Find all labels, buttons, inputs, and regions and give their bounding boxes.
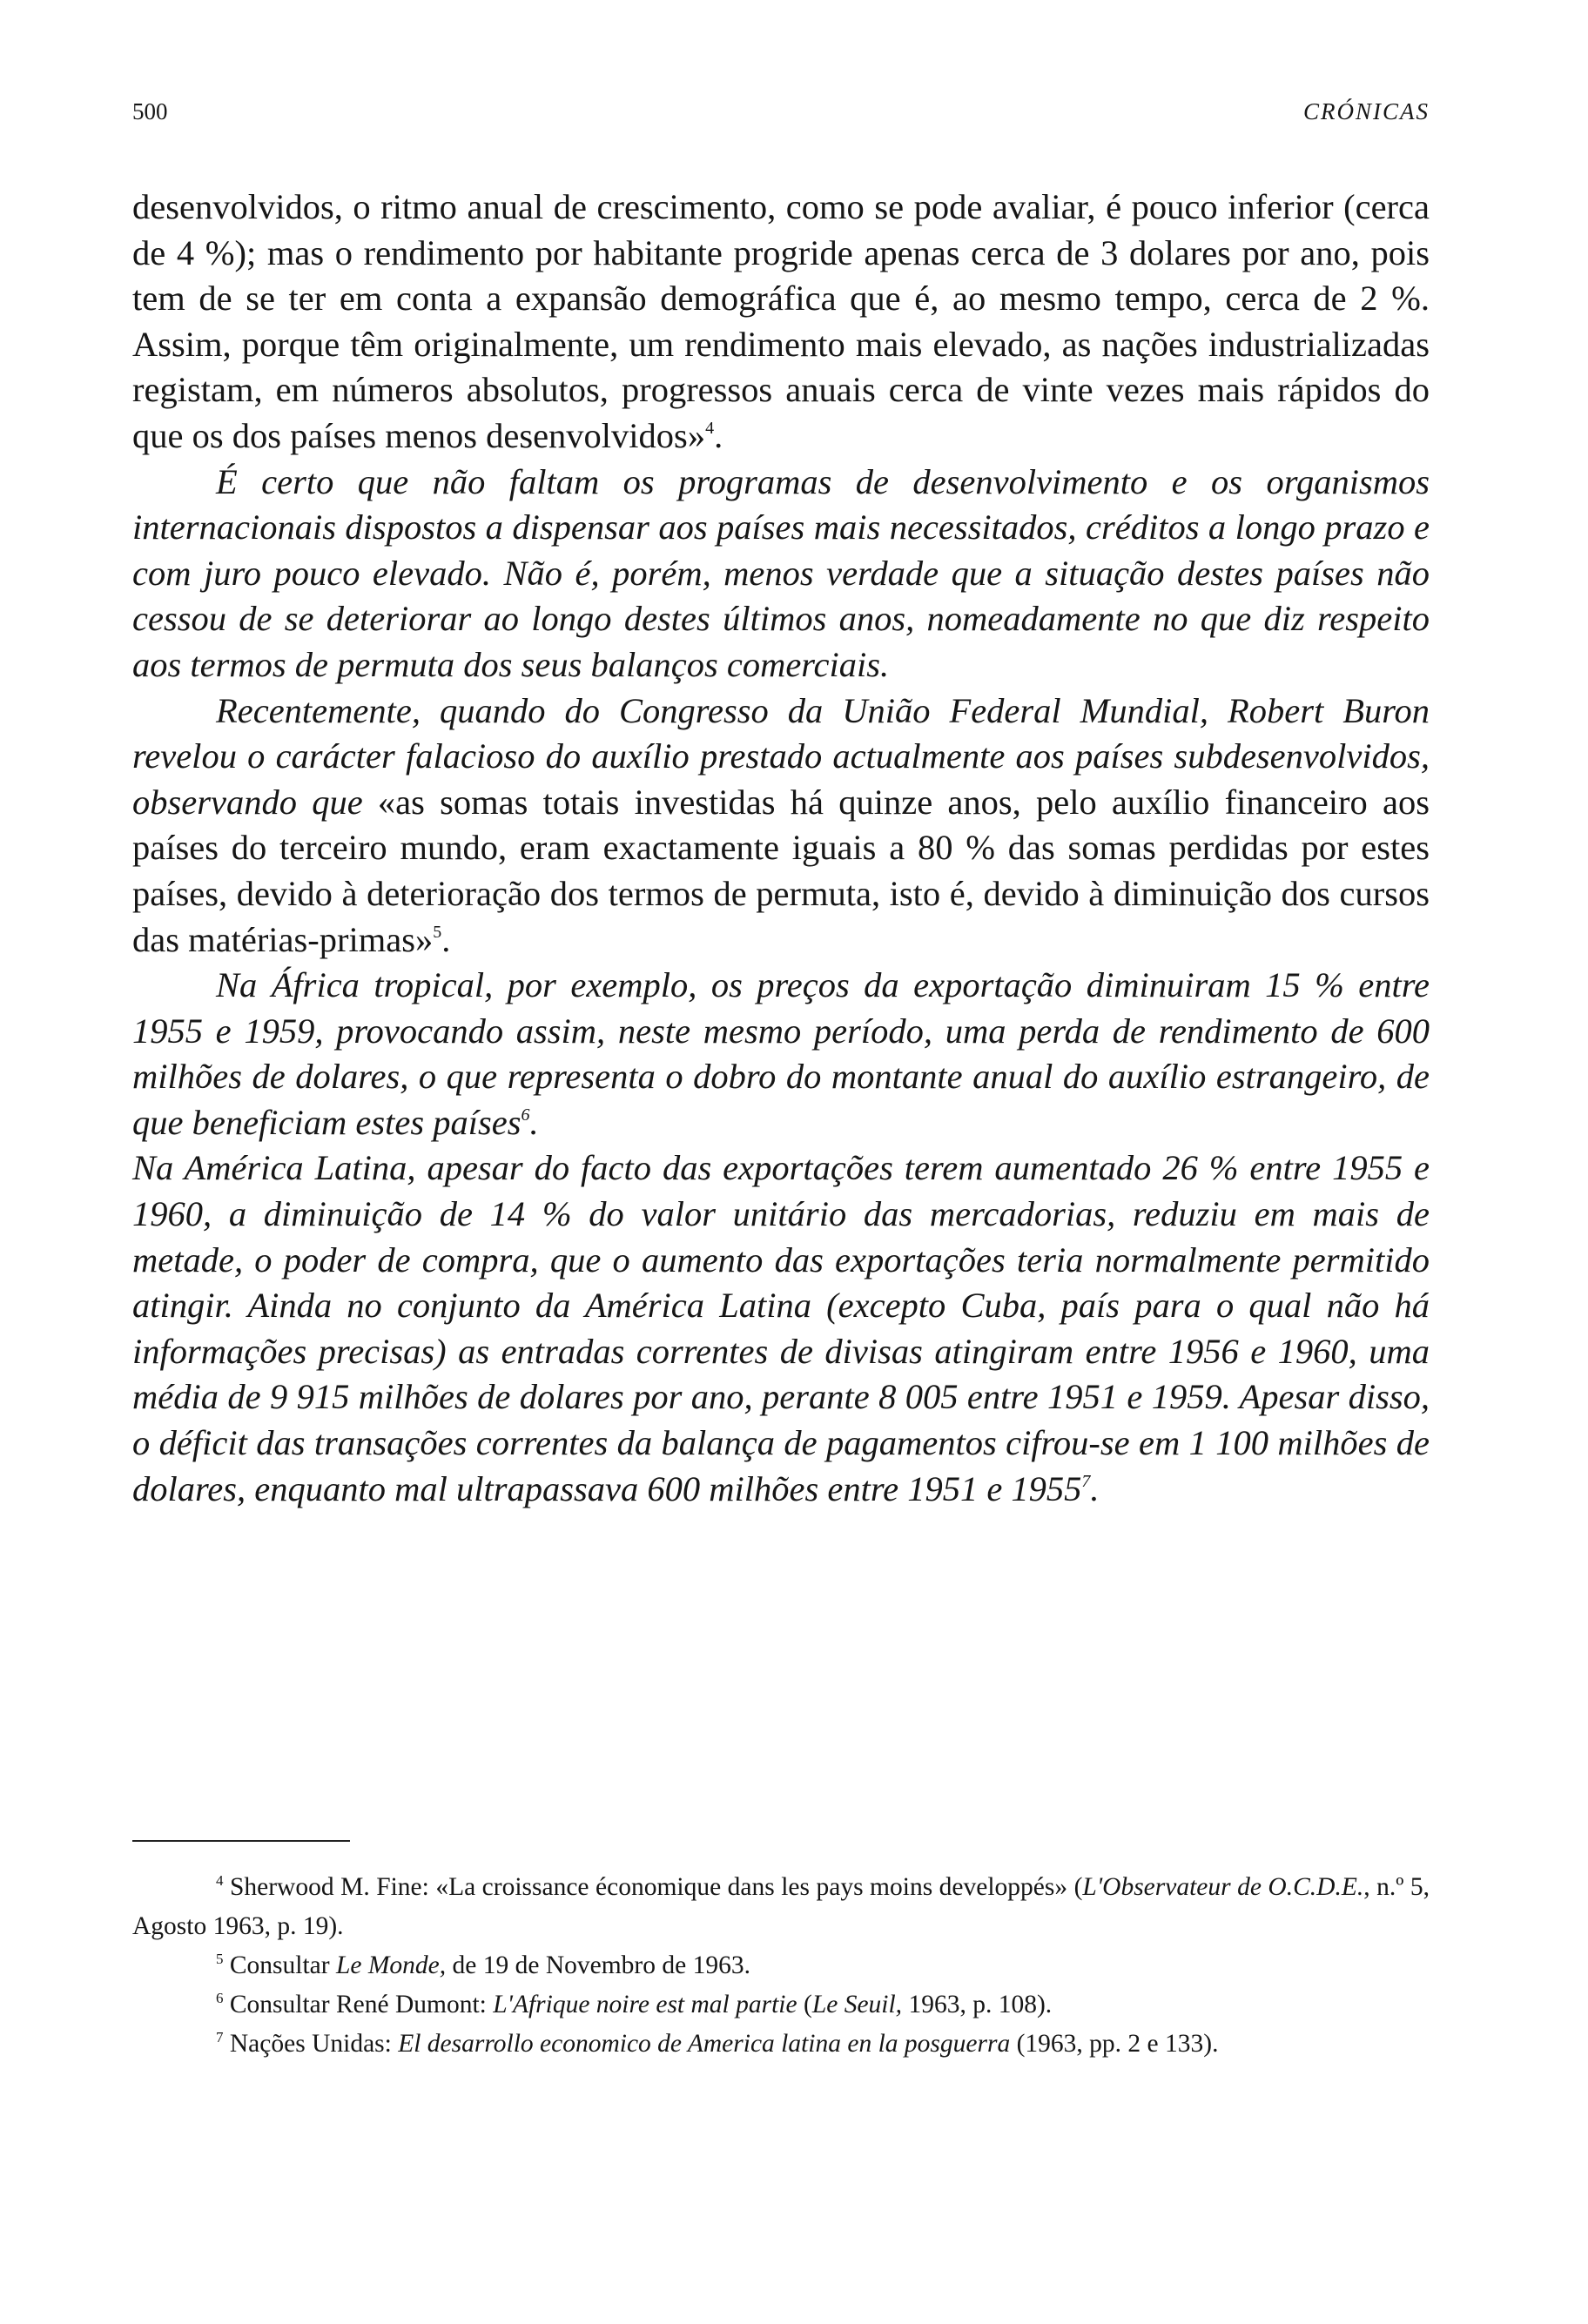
page-header [132, 94, 1430, 129]
footnote-4 [132, 1868, 1430, 1946]
footnote-number: 5 [216, 1951, 224, 1967]
footnote-source-title: Le Monde, [335, 1951, 447, 1979]
footnote-source-title: El desarrollo economico de America latina en la posguerra [398, 2030, 1011, 2058]
footnote-text: de 19 de Novembro de 1963. [446, 1951, 750, 1979]
paragraph-5-end: . [1090, 1468, 1100, 1508]
paragraph-4 [132, 963, 1430, 1145]
footnote-text: Sherwood M. Fine: «La croissance économique dans les pays moins developpés» ( [223, 1873, 1083, 1901]
footnote-text: (1963, pp. 2 e 133). [1010, 2030, 1219, 2058]
footnote-text: Consultar [223, 1951, 336, 1979]
paragraph-1-end: . [714, 415, 723, 455]
footnote-number: 6 [216, 1990, 224, 2006]
paragraph-5-text: Na América Latina, apesar do facto das exportações terem aumentado 26 % entre 1955 e 1960, a diminuição de 14 % do valor unitário das mercadorias, reduziu em mais de metade, o poder de compra, que o aumento das exportações teria normalmente permitido atingir. Ainda no conjunto da América Latina (excepto Cuba, país para o qual não há informações precisas) as entradas correntes de divisas atingiram entre 1956 e 1960, uma média de 9 915 milhões de dolares por ano, perante 8 005 entre 1951 e 1959. Apesar disso, o déficit das transações correntes da balança de pagamentos cifrou-se em 1 100 milhões de dolares, enquanto mal ultrapassava 600 milhões entre 1951 e 1955 [132, 1148, 1430, 1508]
footnote-text: , n.º 5, Agosto 1963, p. 19). [132, 1873, 1430, 1940]
paragraph-4-end: . [529, 1102, 539, 1142]
footnote-6 [132, 1985, 1430, 2025]
footnote-number: 7 [216, 2029, 224, 2045]
paragraph-4-text: Na África tropical, por exemplo, os preços da exportação diminuiram 15 % entre 1955 e 1959, provocando assim, neste mesmo período, uma perda de rendimento de 600 milhões de dolares, o que representa o dobro do montante anual do auxílio estrangeiro, de que beneficiam estes países [132, 965, 1430, 1142]
paragraph-1-text: desenvolvidos, o ritmo anual de crescimento, como se pode avaliar, é pouco inferior (cerca de 4 %); mas o rendimento por habitante progride apenas cerca de 3 dolares por ano, pois tem de se ter em conta a expansão demográfica que é, ao mesmo tempo, cerca de 2 %. Assim, porque têm originalmente, um rendimento mais elevado, as nações industrializadas registam, em números absolutos, progressos anuais cerca de vinte vezes mais rápidos do que os dos países menos desenvolvidos» [132, 187, 1430, 455]
footnote-ref-6: 6 [521, 1105, 530, 1125]
footnote-text: Consultar René Dumont: [223, 1991, 494, 2018]
paragraph-2: É certo que não faltam os programas de desenvolvimento e os organismos internacionais dispostos a dispensar aos países mais necessitados, créditos a longo prazo e com juro pouco elevado. Não é, porém, menos verdade que a situação destes países não cessou de se deteriorar ao longo destes últimos anos, nomeadamente no que diz respeito aos termos de permuta dos seus balanços comerciais. [132, 461, 1430, 684]
footnote-ref-7: 7 [1081, 1471, 1091, 1491]
footnote-publisher: Le Seuil, [811, 1991, 903, 2018]
paragraph-3-end: . [441, 919, 451, 959]
footnote-text: 1963, p. 108). [902, 1991, 1053, 2018]
page-number: 500 [132, 98, 168, 124]
footnote-text: ( [797, 1991, 812, 2018]
footnote-ref-4: 4 [705, 418, 715, 438]
footnote-divider [132, 1840, 350, 1842]
paragraph-3-italic: Recentemente, quando do Congresso da União Federal Mundial, Robert Buron revelou o carácter falacioso do auxílio prestado actualmente aos países subdesenvolvidos, observando que [132, 690, 1430, 822]
footnote-7 [132, 2025, 1430, 2064]
footnote-number: 4 [216, 1872, 224, 1889]
paragraph-1 [132, 185, 1430, 460]
footnote-5 [132, 1946, 1430, 1985]
footnote-source-title: L'Afrique noire est mal partie [493, 1991, 797, 2018]
paragraph-3 [132, 688, 1430, 964]
paragraph-5 [132, 1145, 1430, 1512]
paragraph-3-quote: «as somas totais investidas há quinze anos, pelo auxílio financeiro aos países do terceiro mundo, eram exactamente iguais a 80 % das somas perdidas por estes países, devido à deterioração dos termos de permuta, isto é, devido à diminuição dos cursos das matérias-primas» [132, 782, 1430, 959]
footnote-source-title: L'Observateur de O.C.D.E. [1082, 1873, 1364, 1901]
body-text [132, 185, 1430, 1512]
footnotes [132, 1868, 1430, 2064]
running-head: CRÓNICAS [1302, 98, 1430, 124]
footnote-text: Nações Unidas: [223, 2030, 399, 2058]
footnote-ref-5: 5 [433, 922, 442, 942]
